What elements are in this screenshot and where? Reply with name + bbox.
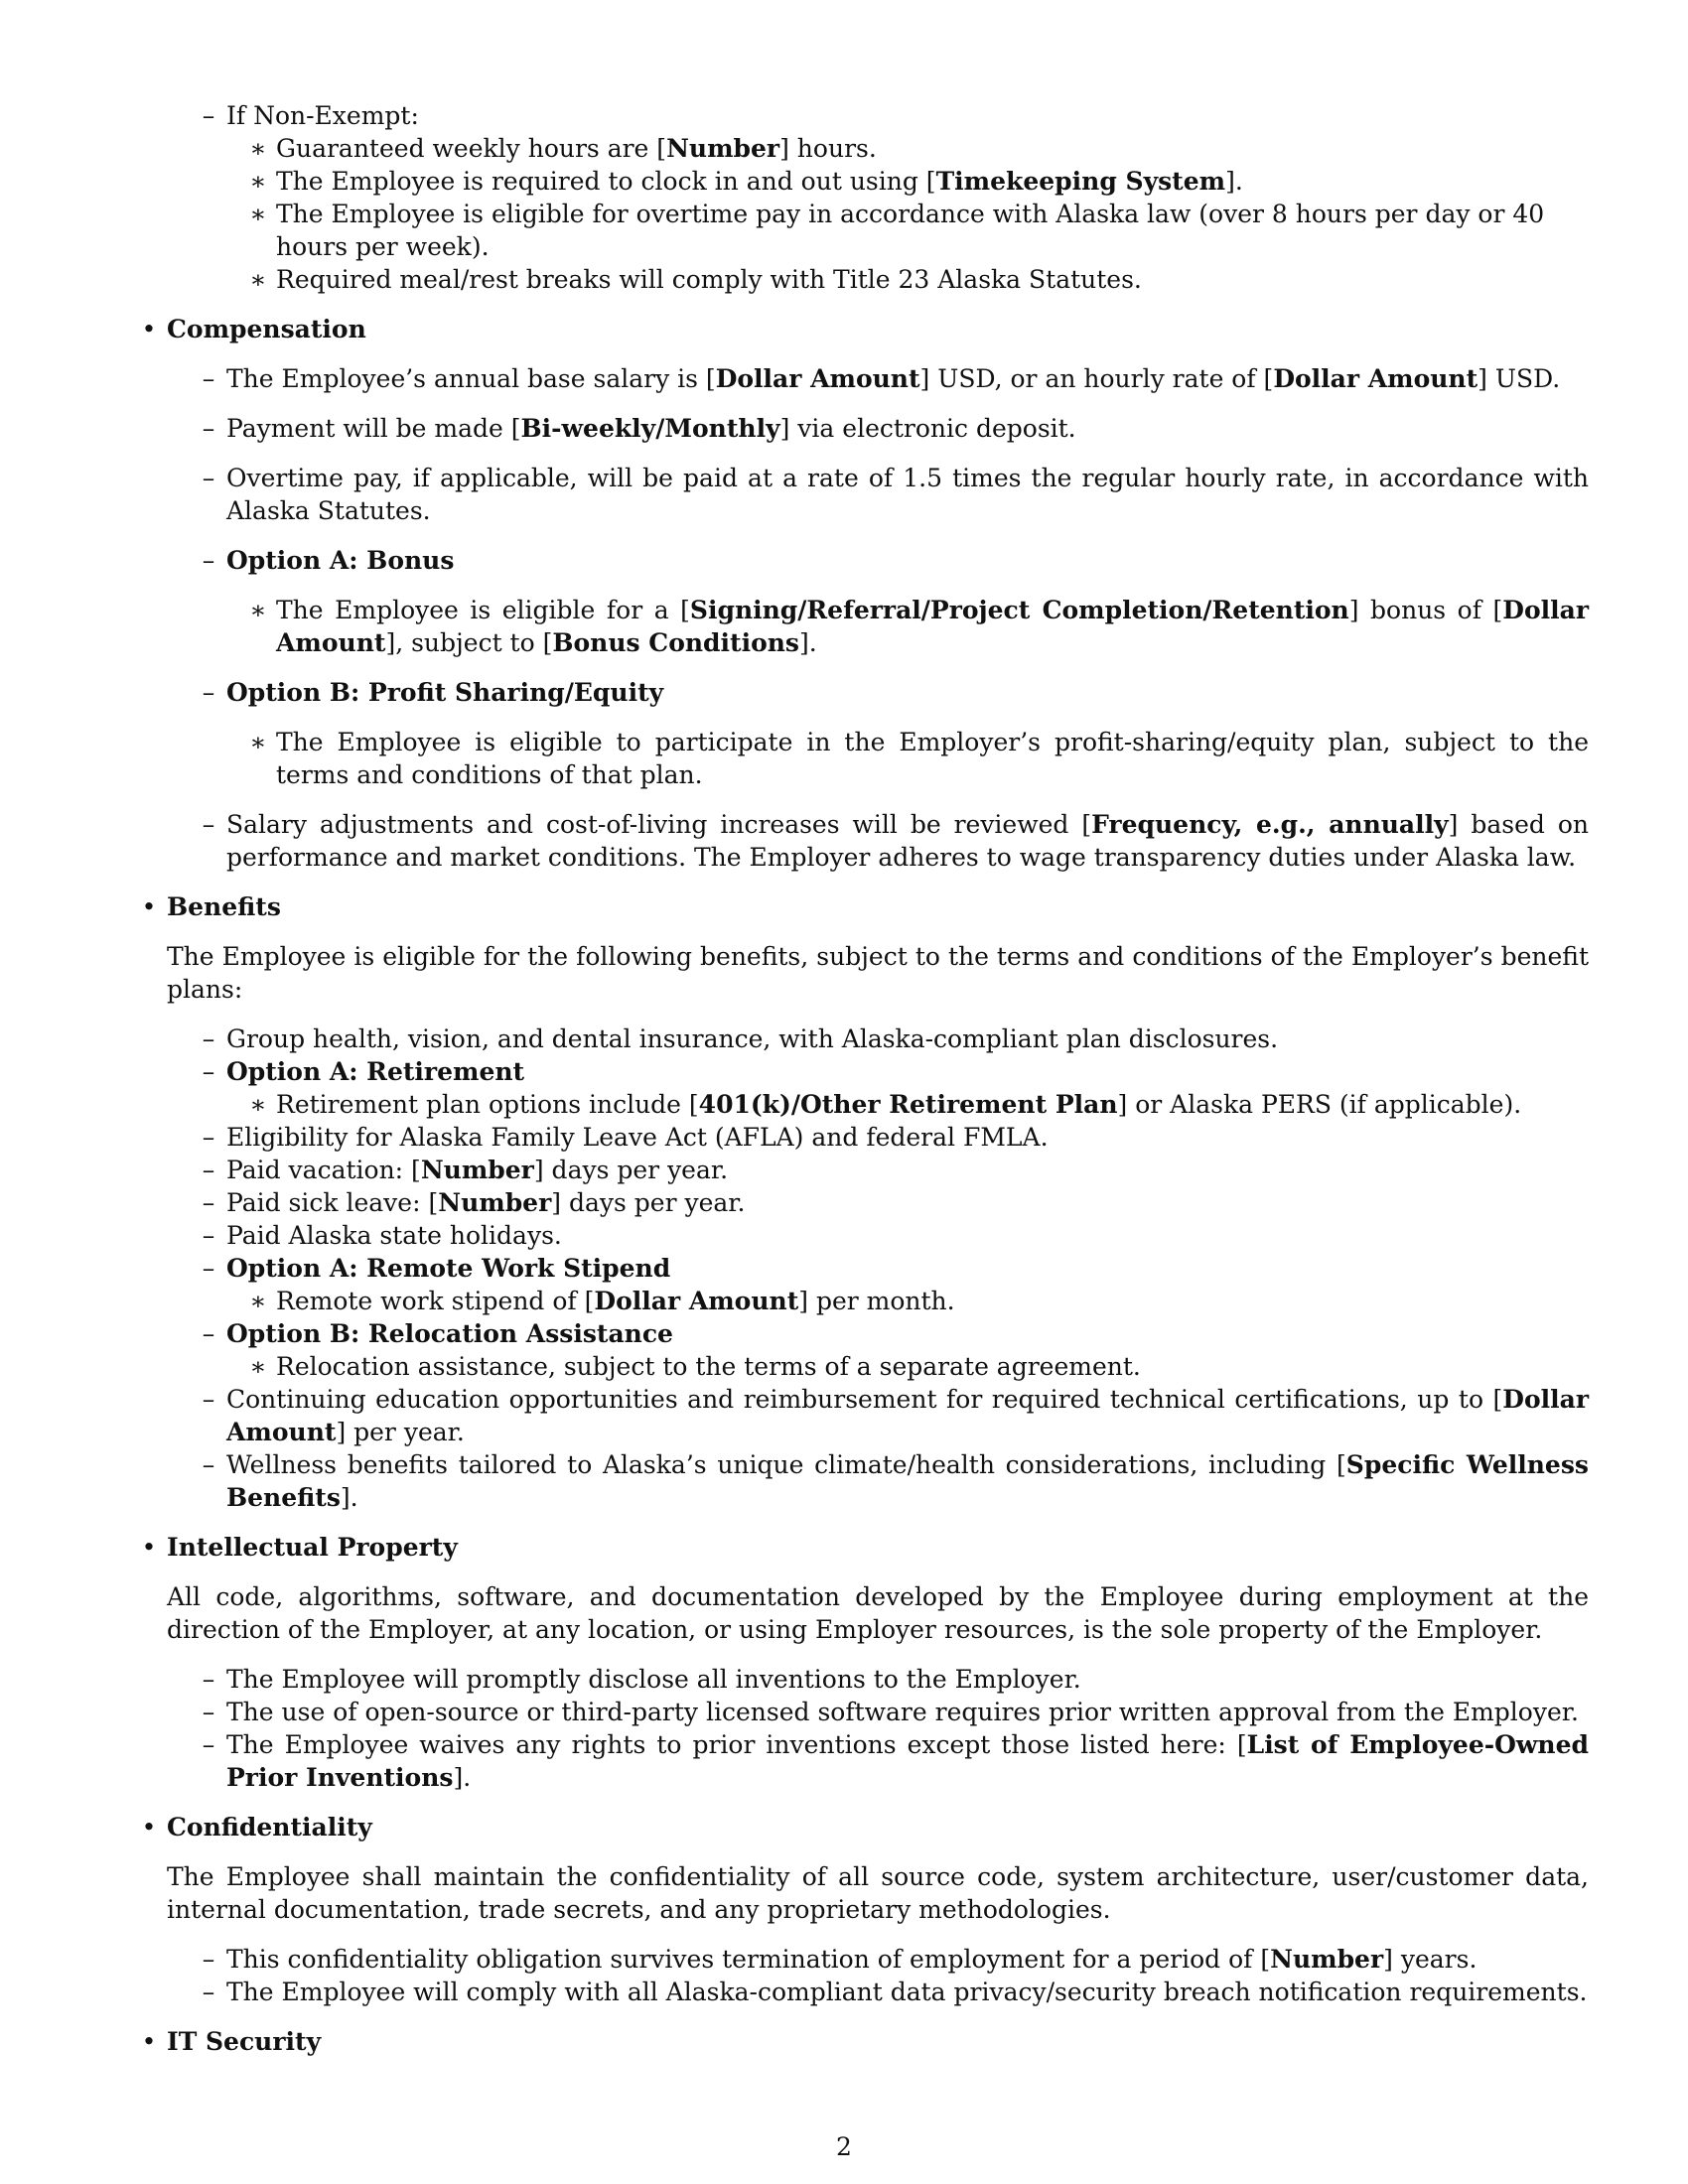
star-marker: ∗ [249, 728, 267, 756]
text: The use of open-source or third-party licensed software requires prior written approval from the Employer. [226, 1698, 1579, 1726]
placeholder-field: Timekeeping System [935, 167, 1226, 196]
list-item [249, 726, 1589, 791]
list-item [202, 1121, 1589, 1154]
dash-marker: – [202, 464, 215, 492]
dash-marker: – [202, 364, 215, 393]
option-title: Option B: Profit Sharing/Equity [226, 678, 664, 707]
compensation-list [167, 362, 1589, 874]
dash-marker: – [202, 546, 215, 575]
text [276, 594, 1589, 659]
text: Paid vacation: [ [226, 1156, 421, 1184]
section-title: Confidentiality [167, 1813, 372, 1842]
text: ] via electronic deposit. [779, 414, 1076, 443]
option-title: Option A: Bonus [226, 546, 455, 575]
placeholder-field: Number [666, 134, 780, 163]
list-item [202, 1055, 1589, 1121]
list-item [249, 1088, 1589, 1121]
list-item [249, 1285, 1589, 1317]
dash-marker: – [202, 1730, 215, 1759]
placeholder-field: Bonus Conditions [552, 628, 799, 657]
list-item [202, 1317, 1589, 1383]
section-title: Intellectual Property [167, 1533, 458, 1562]
text: ] bonus of [ [1348, 596, 1503, 624]
bullet-marker: • [141, 892, 157, 921]
confidentiality-list [167, 1943, 1589, 2008]
section-list [141, 313, 1589, 2058]
bullet-marker: • [141, 1533, 157, 1562]
dash-marker: – [202, 1221, 215, 1250]
text: The Employee waives any rights to prior inventions except those listed here: [ [226, 1730, 1247, 1759]
text: ], subject to [ [385, 628, 553, 657]
text: Salary adjustments and cost-of-living increases will be reviewed [ [226, 810, 1092, 839]
list-item [202, 676, 1589, 791]
list-item [202, 1976, 1589, 2008]
star-marker: ∗ [249, 200, 267, 228]
star-marker: ∗ [249, 134, 267, 163]
placeholder-field: Number [1270, 1945, 1384, 1974]
list-item [202, 1383, 1589, 1448]
placeholder-field: Frequency, e.g., annually [1091, 810, 1449, 839]
text: ] USD. [1477, 364, 1561, 393]
list-item [202, 1186, 1589, 1219]
placeholder-field: Specific Wellness Benefits [226, 1450, 1589, 1512]
dash-marker: – [202, 1319, 215, 1348]
placeholder-field: Dollar Amount [226, 1385, 1589, 1446]
list-item [202, 544, 1589, 659]
bullet-marker: • [141, 2027, 157, 2056]
dash-marker: – [202, 1945, 215, 1974]
text: The Employee is eligible for overtime pay in accordance with Alaska law (over 8 hours per day or 40 hours per week). [276, 200, 1545, 261]
section-it-security [141, 2025, 1589, 2058]
placeholder-field: List of Employee-Owned Prior Inventions [226, 1730, 1589, 1792]
section-intro: The Employee shall maintain the confidentiality of all source code, system architecture, user/customer data, internal documentation, trade secrets, and any proprietary methodologies. [167, 1862, 1589, 1924]
dash-marker: – [202, 101, 215, 130]
star-marker: ∗ [249, 167, 267, 196]
text: Group health, vision, and dental insurance, with Alaska-compliant plan disclosures. [226, 1024, 1279, 1053]
text: ] days per year. [533, 1156, 729, 1184]
list-item [249, 165, 1589, 198]
option-a-list [226, 594, 1589, 659]
list-item [249, 594, 1589, 659]
section-title: IT Security [167, 2027, 322, 2056]
dash-marker: – [202, 1978, 215, 2006]
dash-marker: – [202, 1385, 215, 1414]
text: The Employee will promptly disclose all inventions to the Employer. [226, 1665, 1081, 1694]
text: ] hours. [779, 134, 877, 163]
text: Remote work stipend of [ [276, 1287, 595, 1315]
placeholder-field: Number [420, 1156, 534, 1184]
text: ] years. [1383, 1945, 1477, 1974]
list-item [202, 362, 1589, 395]
option-b-list [226, 726, 1589, 791]
list-item [249, 1350, 1589, 1383]
text: The Employee’s annual base salary is [ [226, 364, 716, 393]
ip-list [167, 1663, 1589, 1794]
list-item [249, 132, 1589, 165]
list-item [202, 1663, 1589, 1696]
list-item [202, 1023, 1589, 1055]
list-item [202, 412, 1589, 445]
text: Payment will be made [ [226, 414, 521, 443]
dash-marker: – [202, 1156, 215, 1184]
section-intro: All code, algorithms, software, and documentation developed by the Employee during employment at the direction of the Employer, at any location, or using Employer resources, is the sole property of the Employer. [167, 1582, 1589, 1644]
dash-marker: – [202, 1188, 215, 1217]
section-confidentiality [141, 1811, 1589, 2008]
star-marker: ∗ [249, 1352, 267, 1381]
option-title: Option B: Relocation Assistance [226, 1319, 673, 1348]
text: ] USD, or an hourly rate of [ [919, 364, 1274, 393]
placeholder-field: 401(k)/Other Retirement Plan [698, 1090, 1118, 1119]
text: ] days per year. [551, 1188, 746, 1217]
text: ]. [453, 1763, 472, 1792]
placeholder-field: Number [438, 1188, 552, 1217]
text: Wellness benefits tailored to Alaska’s unique climate/health considerations, including [ [226, 1450, 1346, 1479]
list-item [202, 1448, 1589, 1514]
text: Relocation assistance, subject to the terms of a separate agreement. [276, 1352, 1141, 1381]
text: The Employee will comply with all Alaska-compliant data privacy/security breach notification requirements. [226, 1978, 1588, 2006]
text: ] based on performance and market conditions. The Employer adheres to wage transparency duties under Alaska law. [226, 810, 1589, 872]
text [226, 808, 1589, 874]
text: Paid sick leave: [ [226, 1188, 439, 1217]
placeholder-field: Bi-weekly/Monthly [520, 414, 780, 443]
bullet-marker: • [141, 315, 157, 343]
list-item [249, 198, 1589, 263]
text: The Employee is eligible to participate in the Employer’s profit-sharing/equity plan, subject to the terms and conditions of that plan. [276, 728, 1589, 789]
text: ]. [340, 1483, 358, 1512]
text: ] per year. [336, 1418, 465, 1446]
section-title: Compensation [167, 315, 366, 343]
nonexempt-item [202, 99, 1589, 296]
document-body [141, 99, 1589, 2058]
text [226, 1448, 1589, 1514]
star-marker: ∗ [249, 1090, 267, 1119]
benefits-list [167, 1023, 1589, 1514]
text: ]. [1225, 167, 1243, 196]
text [226, 1728, 1589, 1794]
list-item [202, 462, 1589, 527]
star-marker: ∗ [249, 1287, 267, 1315]
nonexempt-sublist [226, 132, 1589, 296]
section-benefits [141, 890, 1589, 1514]
relocation-list [226, 1350, 1589, 1383]
text: ] per month. [798, 1287, 955, 1315]
star-marker: ∗ [249, 596, 267, 624]
list-item [202, 1696, 1589, 1728]
nonexempt-list [167, 99, 1589, 296]
placeholder-field: Signing/Referral/Project Completion/Retention [689, 596, 1349, 624]
text: ]. [799, 628, 817, 657]
text: Guaranteed weekly hours are [ [276, 134, 667, 163]
section-intellectual-property [141, 1531, 1589, 1794]
placeholder-field: Dollar Amount [1273, 364, 1478, 393]
bullet-marker: • [141, 1813, 157, 1842]
list-item [202, 808, 1589, 874]
star-marker: ∗ [249, 265, 267, 294]
text: Overtime pay, if applicable, will be paid at a rate of 1.5 times the regular hourly rate, in accordance with Alaska Statutes. [226, 464, 1589, 525]
nonexempt-header: If Non-Exempt: [226, 101, 419, 130]
page-number: 2 [836, 2132, 852, 2161]
dash-marker: – [202, 678, 215, 707]
dash-marker: – [202, 810, 215, 839]
remote-list [226, 1285, 1589, 1317]
dash-marker: – [202, 414, 215, 443]
text: Continuing education opportunities and reimbursement for required technical certifications, up to [ [226, 1385, 1503, 1414]
list-item [202, 1154, 1589, 1186]
dash-marker: – [202, 1254, 215, 1283]
dash-marker: – [202, 1123, 215, 1152]
list-item [202, 1219, 1589, 1252]
text: Paid Alaska state holidays. [226, 1221, 562, 1250]
placeholder-field: Dollar Amount [594, 1287, 799, 1315]
list-item [202, 1943, 1589, 1976]
retirement-list [226, 1088, 1589, 1121]
text: Retirement plan options include [ [276, 1090, 699, 1119]
text: This confidentiality obligation survives termination of employment for a period of [ [226, 1945, 1271, 1974]
placeholder-field: Dollar Amount [276, 596, 1589, 657]
text: Required meal/rest breaks will comply with Title 23 Alaska Statutes. [276, 265, 1142, 294]
list-item [202, 1252, 1589, 1317]
dash-marker: – [202, 1024, 215, 1053]
text: The Employee is eligible for a [ [276, 596, 690, 624]
list-item [202, 1728, 1589, 1794]
list-item [249, 263, 1589, 296]
text: Eligibility for Alaska Family Leave Act (AFLA) and federal FMLA. [226, 1123, 1049, 1152]
dash-marker: – [202, 1450, 215, 1479]
option-title: Option A: Retirement [226, 1057, 525, 1086]
text: The Employee is required to clock in and out using [ [276, 167, 936, 196]
section-title: Benefits [167, 892, 281, 921]
section-compensation [141, 313, 1589, 874]
dash-marker: – [202, 1057, 215, 1086]
dash-marker: – [202, 1665, 215, 1694]
text [226, 1383, 1589, 1448]
section-intro: The Employee is eligible for the following benefits, subject to the terms and conditions of the Employer’s benefit plans: [167, 942, 1589, 1004]
dash-marker: – [202, 1698, 215, 1726]
placeholder-field: Dollar Amount [715, 364, 920, 393]
option-title: Option A: Remote Work Stipend [226, 1254, 671, 1283]
text: ] or Alaska PERS (if applicable). [1117, 1090, 1522, 1119]
